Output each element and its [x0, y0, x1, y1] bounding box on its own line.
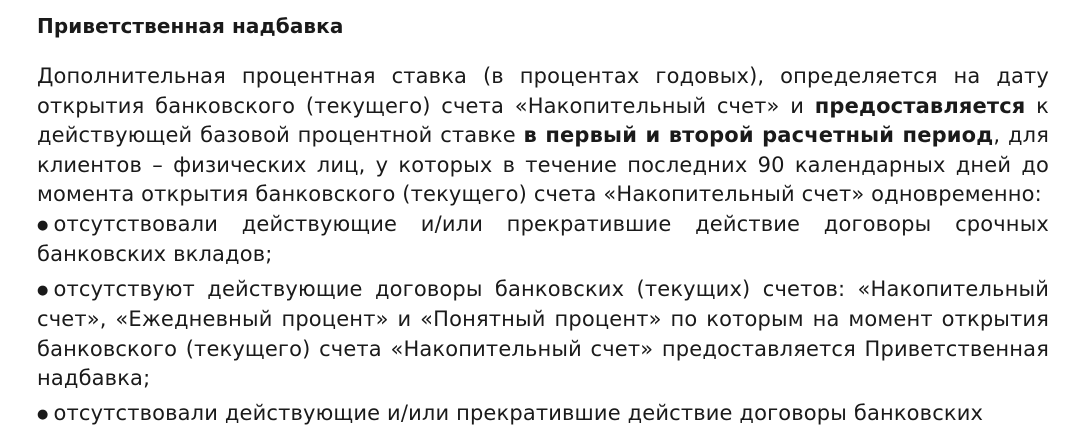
- list-item-text: отсутствовали действующие и/или прекратившие действие договоры срочных банковских вкладов;: [37, 211, 1049, 266]
- intro-bold-period: в первый и второй расчетный период: [523, 123, 994, 147]
- intro-text-part-3: , для клиентов – физических лиц, у которых в течение последних 90 календарных дней до момента открытия банковского (текущего) счета «Накопительный счет» одновременно:: [37, 123, 1049, 206]
- list-item: [37, 399, 1049, 430]
- bullet-icon: ●: [37, 406, 49, 422]
- bullet-icon: ●: [37, 217, 49, 233]
- bullet-icon: ●: [37, 282, 49, 298]
- intro-text-part-1: Дополнительная процентная ставка (в процентах годовых), определяется на дату открытия банковского (текущего) счета «Накопительный счет» и: [37, 64, 1049, 118]
- list-item-text: отсутствовали действующие и/или прекратившие действие договоры банковских: [53, 400, 984, 425]
- list-item: [37, 275, 1049, 394]
- intro-text-part-2: к действующей базовой процентной ставке: [37, 93, 1049, 147]
- intro-paragraph: [37, 62, 1049, 210]
- list-item-text: отсутствуют действующие договоры банковских (текущих) счетов: «Накопительный счет», «Ежедневный процент» и «Понятный процент» по которым на момент открытия банковского (текущего) счета «Накопительный счет» предоставляется Приветственная надбавка;: [37, 276, 1049, 390]
- document: [37, 12, 1049, 434]
- conditions-list: [37, 210, 1049, 430]
- list-item: [37, 210, 1049, 270]
- section-heading: Приветственная надбавка: [37, 14, 344, 38]
- intro-bold-provided: предоставляется: [814, 93, 1026, 118]
